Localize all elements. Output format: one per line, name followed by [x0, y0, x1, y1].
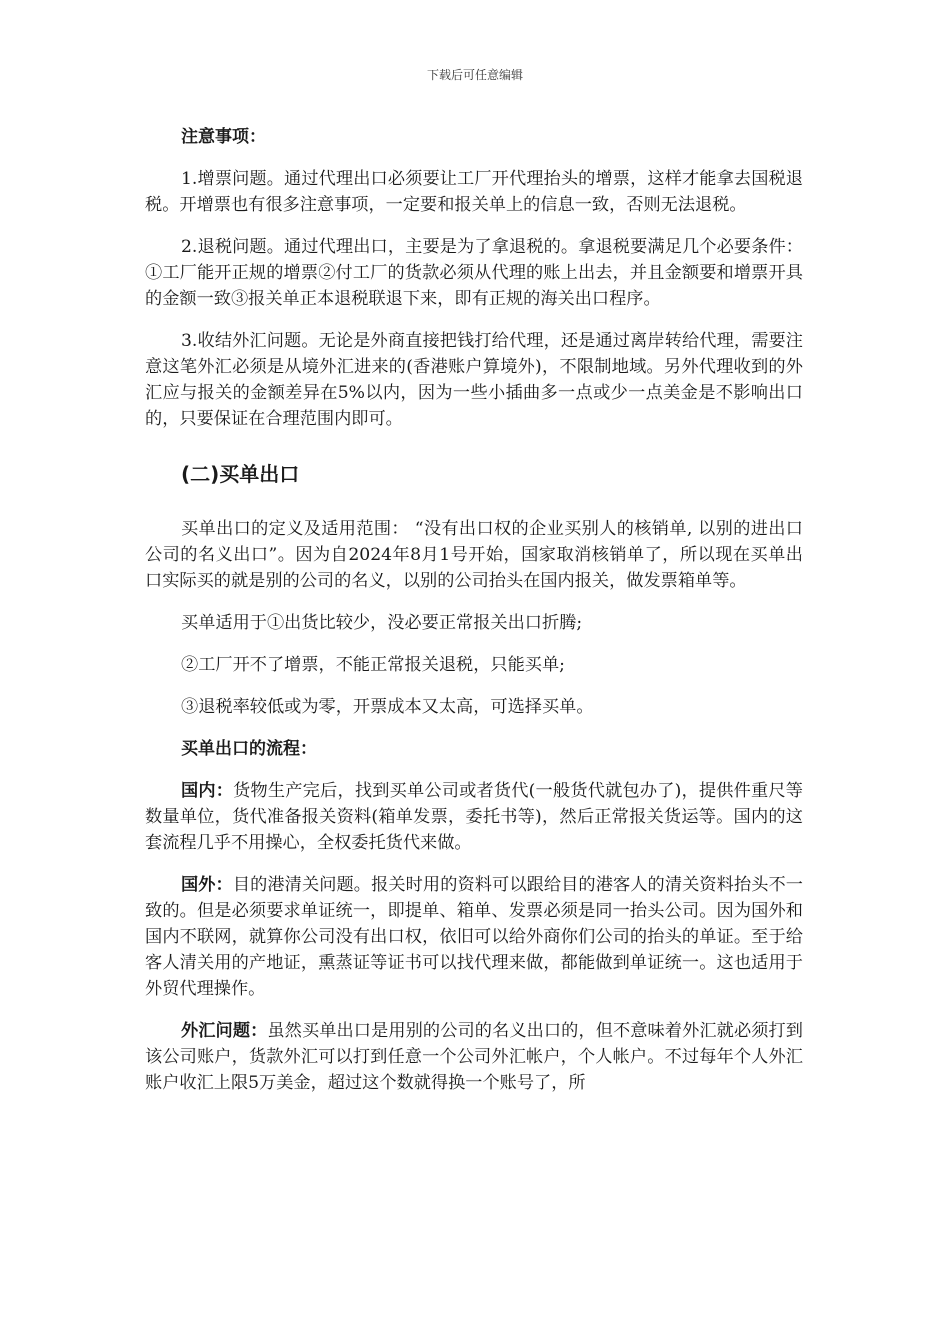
notes-item-1: 1.增票问题。通过代理出口必须要让工厂开代理抬头的增票，这样才能拿去国税退税。开增票也有很多注意事项，一定要和报关单上的信息一致，否则无法退税。	[145, 169, 803, 215]
forex-paragraph	[145, 1018, 803, 1096]
forex-text: 虽然买单出口是用别的公司的名义出口的，但不意味着外汇就必须打到该公司账户，货款外汇可以打到任意一个公司外汇帐户，个人帐户。不过每年个人外汇账户收汇上限5万美金，超过这个数就得换一个账号了，所	[145, 1021, 803, 1093]
foreign-text: 目的港清关问题。报关时用的资料可以跟给目的港客人的清关资料抬头不一致的。但是必须要求单证统一，即提单、箱单、发票必须是同一抬头公司。因为国外和国内不联网，就算你公司没有出口权，依旧可以给外商你们公司的抬头的单证。至于给客人清关用的产地证，熏蒸证等证书可以找代理来做，都能做到单证统一。这也适用于外贸代理操作。	[145, 875, 803, 999]
page-header-note: 下载后可任意编辑	[426, 68, 523, 82]
document-body	[145, 124, 803, 1112]
domestic-paragraph	[145, 778, 803, 856]
foreign-label: 国外：	[181, 875, 233, 895]
flow-heading: 买单出口的流程：	[181, 739, 317, 759]
domestic-label: 国内：	[181, 781, 234, 801]
foreign-paragraph	[145, 872, 803, 1002]
notes-heading: 注意事项：	[181, 127, 266, 147]
applies-item-3: ③退税率较低或为零，开票成本又太高，可选择买单。	[181, 697, 594, 717]
definition-paragraph: 买单出口的定义及适用范围： “没有出口权的企业买别人的核销单, 以别的进出口公司的名义出口”。因为自2024年8月1号开始，国家取消核销单了，所以现在买单出口实际买的就是别的公司的名义，以别的公司抬头在国内报关，做发票箱单等。	[145, 519, 803, 591]
notes-item-3: 3.收结外汇问题。无论是外商直接把钱打给代理，还是通过离岸转给代理，需要注意这笔外汇必须是从境外汇进来的(香港账户算境外)，不限制地域。另外代理收到的外汇应与报关的金额差异在5%以内，因为一些小插曲多一点或少一点美金是不影响出口的，只要保证在合理范围内即可。	[145, 331, 803, 429]
domestic-text: 货物生产完后，找到买单公司或者货代(一般货代就包办了)，提供件重尺等数量单位，货代准备报关资料(箱单发票，委托书等)，然后正常报关货运等。国内的这套流程几乎不用操心，全权委托货代来做。	[145, 781, 803, 853]
forex-label: 外汇问题：	[181, 1021, 268, 1041]
section-title: (二)买单出口	[181, 462, 300, 486]
applies-item-1: 买单适用于①出货比较少，没必要正常报关出口折腾;	[181, 613, 583, 633]
notes-item-2: 2.退税问题。通过代理出口，主要是为了拿退税的。拿退税要满足几个必要条件：①工厂能开正规的增票②付工厂的货款必须从代理的账上出去，并且金额要和增票开具的金额一致③报关单正本退税联退下来，即有正规的海关出口程序。	[145, 237, 803, 309]
applies-item-2: ②工厂开不了增票，不能正常报关退税，只能买单;	[181, 655, 565, 675]
